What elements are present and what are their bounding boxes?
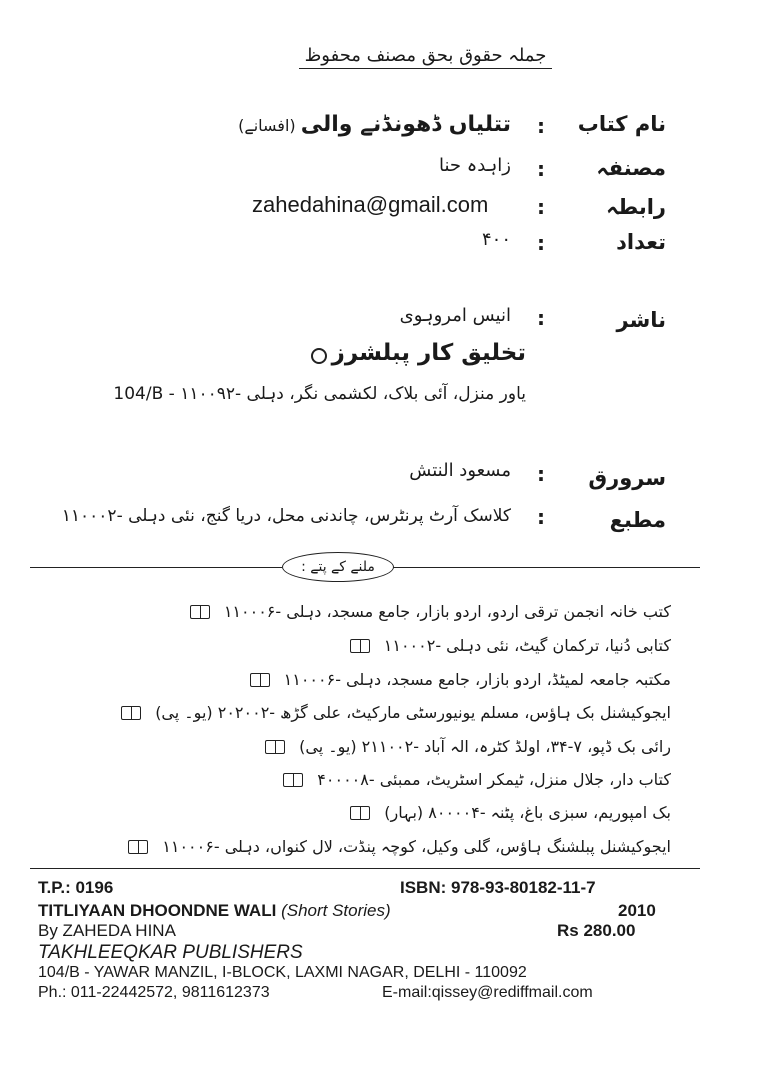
isbn: ISBN: 978-93-80182-11-7 — [400, 878, 596, 897]
printer-value: کلاسک آرٹ پرنٹرس، چاندنی محل، دریا گنج، نئی دہلی -۱۱۰۰۰۲ — [61, 506, 511, 526]
address-list-item — [121, 703, 671, 722]
copyright-notice — [0, 45, 761, 69]
english-title: TITLIYAAN DHOONDNE WALI — [38, 901, 277, 920]
book-icon — [128, 840, 148, 854]
english-genre: (Short Stories) — [281, 901, 391, 920]
colon: : — [537, 195, 545, 219]
address-list-item — [250, 670, 671, 689]
author-label: مصنفہ — [596, 156, 666, 180]
address-text: مکتبہ جامعہ لمیٹڈ، اردو بازار، جامع مسجد، دہلی -۱۱۰۰۰۶ — [283, 670, 671, 689]
address-list-item — [265, 737, 671, 756]
year: 2010 — [618, 901, 656, 920]
bullet-icon — [311, 348, 327, 364]
english-email: E-mail:qissey@rediffmail.com — [382, 984, 593, 1001]
address-text: رائی بک ڈپو، ۷-۳۴، اولڈ کٹرہ، الہ آباد -۲۱۱۰۰۲ (یو۔ پی) — [299, 737, 671, 756]
book-icon — [350, 806, 370, 820]
quantity-value: ۴۰۰ — [481, 229, 511, 250]
divider-bottom — [30, 868, 700, 869]
contact-label: رابطہ — [606, 195, 666, 219]
colon: : — [537, 114, 545, 138]
colon: : — [537, 157, 545, 181]
tp-number: T.P.: 0196 — [38, 878, 114, 897]
publisher-name: انیس امروہوی — [399, 305, 511, 326]
book-icon — [250, 673, 270, 687]
availability-heading: ملنے کے پتے : — [282, 552, 394, 582]
address-list-item — [350, 803, 671, 822]
book-icon — [190, 605, 210, 619]
english-phone: Ph.: 011-22442572, 9811612373 — [38, 984, 270, 1001]
book-icon — [121, 706, 141, 720]
address-list-item — [350, 636, 671, 655]
divider-right — [392, 567, 700, 568]
publisher-label: ناشر — [616, 308, 666, 332]
printer-label: مطبع — [609, 508, 666, 532]
english-publisher: TAKHLEEQKAR PUBLISHERS — [38, 942, 303, 963]
colon: : — [537, 462, 545, 486]
book-name-title: تتلیاں ڈھونڈنے والی — [300, 112, 511, 137]
publisher-firm-name: تخلیق کار پبلشرز — [331, 340, 526, 366]
address-text: ایجوکیشنل بک ہاؤس، مسلم یونیورسٹی مارکیٹ، علی گڑھ -۲۰۲۰۰۲ (یو۔ پی) — [155, 703, 671, 722]
english-author: By ZAHEDA HINA — [38, 921, 176, 940]
book-name-label: نام کتاب — [577, 112, 666, 136]
address-text: کتاب دار، جلال منزل، ٹیمکر اسٹریٹ، ممبئی -۴۰۰۰۰۸ — [317, 770, 671, 789]
colon: : — [537, 306, 545, 330]
book-icon — [350, 639, 370, 653]
contact-email: zahedahina@gmail.com — [252, 192, 489, 217]
address-text: ایجوکیشنل پبلشنگ ہاؤس، گلی وکیل، کوچہ پنڈت، لال کنواں، دہلی -۱۱۰۰۰۶ — [162, 837, 671, 856]
author-value: زاہدہ حنا — [439, 155, 511, 176]
quantity-label: تعداد — [616, 230, 666, 254]
divider-left — [30, 567, 282, 568]
english-address: 104/B - YAWAR MANZIL, I-BLOCK, LAXMI NAGAR, DELHI - 110092 — [38, 964, 527, 981]
book-icon — [283, 773, 303, 787]
book-name-genre: (افسانے) — [238, 116, 296, 135]
address-list-item — [283, 770, 671, 789]
address-text: بک امپوریم، سبزی باغ، پٹنہ -۸۰۰۰۰۴ (بہار) — [384, 803, 671, 822]
book-icon — [265, 740, 285, 754]
address-text: کتب خانہ انجمن ترقی اردو، اردو بازار، جامع مسجد، دہلی -۱۱۰۰۰۶ — [223, 602, 671, 621]
address-list-item — [190, 602, 671, 621]
price: Rs 280.00 — [557, 921, 636, 940]
cover-designer: مسعود النتش — [409, 460, 511, 481]
copyright-text: جملہ حقوق بحق مصنف محفوظ — [299, 45, 553, 69]
publisher-firm — [305, 340, 526, 366]
publisher-address: 104/B - یاور منزل، آئی بلاک، لکشمی نگر، دہلی -۱۱۰۰۹۲ — [113, 384, 526, 404]
colon: : — [537, 505, 545, 529]
address-text: کتابی دُنیا، ترکمان گیٹ، نئی دہلی -۱۱۰۰۰۲ — [383, 636, 671, 655]
english-title-line — [38, 901, 391, 921]
book-name-value — [238, 112, 511, 137]
colon: : — [537, 231, 545, 255]
cover-label: سرورق — [588, 466, 666, 490]
address-list-item — [128, 837, 671, 856]
